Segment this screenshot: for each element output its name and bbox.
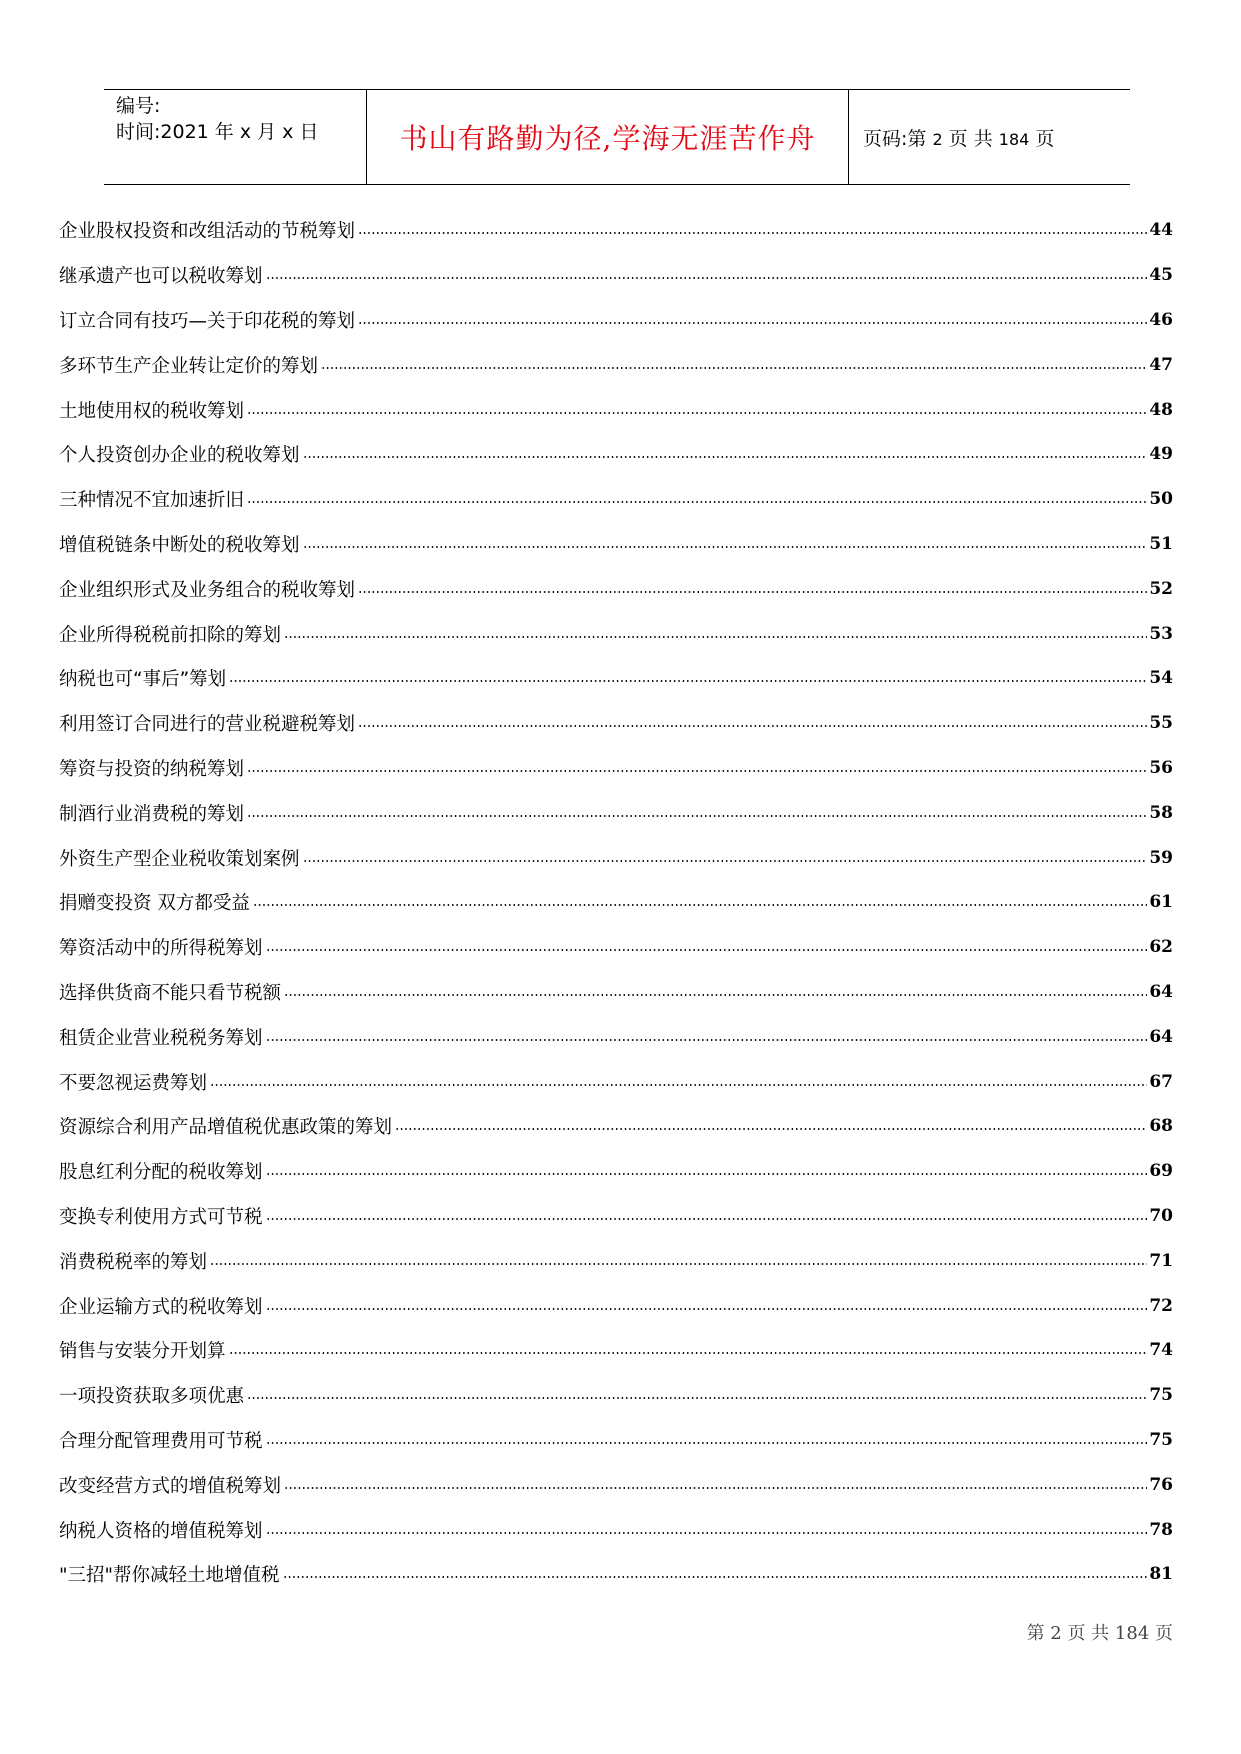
- time-label: 时间:2021 年 x 月 x 日: [116, 121, 319, 143]
- dot-leader: [303, 456, 1148, 458]
- dot-leader: [358, 322, 1147, 324]
- toc-entry-page: 46: [1149, 309, 1173, 330]
- page-header: [104, 89, 1130, 185]
- toc-entry[interactable]: [59, 1462, 1173, 1507]
- toc-entry[interactable]: [59, 970, 1173, 1015]
- toc-entry-page: 45: [1149, 265, 1173, 286]
- toc-entry-title: 企业运输方式的税收筹划: [59, 1296, 263, 1318]
- page-prefix: 页码:第: [863, 127, 933, 150]
- page-info: [849, 124, 1054, 151]
- dot-leader: [266, 1173, 1148, 1175]
- table-of-contents: [59, 208, 1173, 1597]
- toc-entry[interactable]: [59, 746, 1173, 791]
- toc-entry-title: 利用签订合同进行的营业税避税筹划: [59, 714, 356, 736]
- toc-entry[interactable]: [59, 387, 1173, 432]
- toc-entry[interactable]: [59, 656, 1173, 701]
- toc-entry-title: 企业所得税税前扣除的筹划: [59, 624, 282, 646]
- toc-entry-page: 56: [1149, 757, 1173, 778]
- toc-entry-title: 制酒行业消费税的筹划: [59, 803, 245, 825]
- toc-entry-page: 53: [1149, 623, 1173, 644]
- toc-entry-page: 75: [1149, 1429, 1173, 1450]
- toc-entry[interactable]: [59, 790, 1173, 835]
- toc-entry[interactable]: [59, 342, 1173, 387]
- toc-entry-page: 52: [1149, 578, 1173, 599]
- dot-leader: [210, 1263, 1147, 1265]
- toc-entry-title: 企业股权投资和改组活动的节税筹划: [59, 221, 356, 243]
- toc-entry[interactable]: [59, 1104, 1173, 1149]
- toc-entry-page: 69: [1149, 1161, 1173, 1182]
- toc-entry-page: 54: [1149, 668, 1173, 689]
- toc-entry-title: 纳税人资格的增值税筹划: [59, 1520, 263, 1542]
- toc-entry[interactable]: [59, 298, 1173, 343]
- dot-leader: [266, 1218, 1148, 1220]
- header-motto-cell: [367, 90, 849, 184]
- number-label: 编号:: [116, 95, 161, 117]
- dot-leader: [321, 367, 1147, 369]
- page-mid: 页 共: [942, 127, 999, 150]
- toc-entry-page: 78: [1149, 1519, 1173, 1540]
- toc-entry-title: 选择供货商不能只看节税额: [59, 982, 282, 1004]
- toc-entry-title: 订立合同有技巧—关于印花税的筹划: [59, 310, 356, 332]
- toc-entry-title: 捐赠变投资 双方都受益: [59, 893, 250, 915]
- toc-entry[interactable]: [59, 1418, 1173, 1463]
- toc-entry-title: "三招"帮你减轻土地增值税: [59, 1565, 280, 1587]
- toc-entry-title: 合理分配管理费用可节税: [59, 1430, 263, 1452]
- toc-entry[interactable]: [59, 880, 1173, 925]
- toc-entry-page: 61: [1149, 892, 1173, 913]
- toc-entry[interactable]: [59, 835, 1173, 880]
- dot-leader: [358, 232, 1147, 234]
- toc-entry-title: 三种情况不宜加速折旧: [59, 490, 245, 512]
- toc-entry[interactable]: [59, 1328, 1173, 1373]
- toc-entry-title: 筹资活动中的所得税筹划: [59, 938, 263, 960]
- toc-entry[interactable]: [59, 253, 1173, 298]
- toc-entry-title: 一项投资获取多项优惠: [59, 1386, 245, 1408]
- dot-leader: [303, 860, 1148, 862]
- dot-leader: [358, 725, 1147, 727]
- header-page-cell: [849, 90, 1130, 184]
- page-suffix: 页: [1029, 127, 1055, 150]
- toc-entry[interactable]: [59, 566, 1173, 611]
- page-footer: 第 2 页 共 184 页: [1026, 1623, 1173, 1644]
- dot-leader: [284, 1487, 1147, 1489]
- toc-entry-page: 70: [1149, 1205, 1173, 1226]
- page-number: 2: [932, 129, 943, 149]
- toc-entry-page: 75: [1149, 1385, 1173, 1406]
- toc-entry-page: 64: [1149, 981, 1173, 1002]
- toc-entry-page: 81: [1149, 1564, 1173, 1585]
- toc-entry-title: 销售与安装分开划算: [59, 1341, 226, 1363]
- toc-entry[interactable]: [59, 701, 1173, 746]
- dot-leader: [210, 1084, 1147, 1086]
- toc-entry[interactable]: [59, 925, 1173, 970]
- toc-entry-page: 62: [1149, 937, 1173, 958]
- dot-leader: [253, 904, 1147, 906]
- dot-leader: [395, 1128, 1147, 1130]
- header-info-cell: [104, 90, 367, 184]
- toc-entry-page: 51: [1149, 533, 1173, 554]
- toc-entry[interactable]: [59, 1238, 1173, 1283]
- toc-entry[interactable]: [59, 432, 1173, 477]
- dot-leader: [247, 815, 1147, 817]
- toc-entry[interactable]: [59, 1059, 1173, 1104]
- toc-entry-title: 资源综合利用产品增值税优惠政策的筹划: [59, 1117, 393, 1139]
- toc-entry[interactable]: [59, 477, 1173, 522]
- toc-entry-title: 增值税链条中断处的税收筹划: [59, 534, 300, 556]
- toc-entry-title: 筹资与投资的纳税筹划: [59, 758, 245, 780]
- dot-leader: [266, 277, 1148, 279]
- toc-entry-title: 企业组织形式及业务组合的税收筹划: [59, 579, 356, 601]
- dot-leader: [358, 591, 1147, 593]
- toc-entry[interactable]: [59, 1373, 1173, 1418]
- toc-entry-title: 多环节生产企业转让定价的筹划: [59, 355, 319, 377]
- toc-entry-title: 外资生产型企业税收策划案例: [59, 848, 300, 870]
- toc-entry[interactable]: [59, 1194, 1173, 1239]
- toc-entry-title: 消费税税率的筹划: [59, 1251, 208, 1273]
- toc-entry-title: 纳税也可“事后”筹划: [59, 669, 227, 691]
- toc-entry-title: 股息红利分配的税收筹划: [59, 1162, 263, 1184]
- toc-entry-page: 49: [1149, 444, 1173, 465]
- dot-leader: [266, 1532, 1148, 1534]
- toc-entry[interactable]: [59, 1283, 1173, 1328]
- dot-leader: [247, 1397, 1147, 1399]
- toc-entry-page: 47: [1149, 354, 1173, 375]
- toc-entry-title: 改变经营方式的增值税筹划: [59, 1475, 282, 1497]
- toc-entry-page: 64: [1149, 1026, 1173, 1047]
- toc-entry-title: 个人投资创办企业的税收筹划: [59, 445, 300, 467]
- toc-entry[interactable]: [59, 611, 1173, 656]
- toc-entry-title: 继承遗产也可以税收筹划: [59, 266, 263, 288]
- toc-entry-page: 71: [1149, 1250, 1173, 1271]
- toc-entry[interactable]: [59, 522, 1173, 567]
- toc-entry-page: 72: [1149, 1295, 1173, 1316]
- dot-leader: [266, 949, 1148, 951]
- toc-entry-page: 74: [1149, 1340, 1173, 1361]
- toc-entry-page: 68: [1149, 1116, 1173, 1137]
- toc-entry-page: 67: [1149, 1071, 1173, 1092]
- toc-entry-page: 55: [1149, 713, 1173, 734]
- dot-leader: [284, 994, 1147, 996]
- toc-entry-page: 50: [1149, 489, 1173, 510]
- dot-leader: [266, 1308, 1148, 1310]
- dot-leader: [303, 546, 1148, 548]
- toc-entry-page: 48: [1149, 399, 1173, 420]
- toc-entry-page: 58: [1149, 802, 1173, 823]
- toc-entry-page: 76: [1149, 1474, 1173, 1495]
- dot-leader: [229, 1352, 1148, 1354]
- page-total: 184: [998, 129, 1030, 149]
- toc-entry-title: 不要忽视运费筹划: [59, 1072, 208, 1094]
- dot-leader: [247, 501, 1147, 503]
- dot-leader: [283, 1576, 1148, 1578]
- motto-text: 书山有路勤为径,学海无涯苦作舟: [399, 122, 816, 155]
- toc-entry[interactable]: [59, 1552, 1173, 1597]
- toc-entry-title: 土地使用权的税收筹划: [59, 400, 245, 422]
- dot-leader: [229, 680, 1147, 682]
- toc-entry-page: 44: [1149, 220, 1173, 241]
- toc-entry[interactable]: [59, 1507, 1173, 1552]
- dot-leader: [266, 1442, 1148, 1444]
- toc-entry-page: 59: [1149, 847, 1173, 868]
- dot-leader: [284, 636, 1147, 638]
- toc-entry[interactable]: [59, 208, 1173, 253]
- toc-entry-title: 租赁企业营业税税务筹划: [59, 1027, 263, 1049]
- toc-entry[interactable]: [59, 1149, 1173, 1194]
- dot-leader: [266, 1039, 1148, 1041]
- dot-leader: [247, 412, 1147, 414]
- toc-entry[interactable]: [59, 1014, 1173, 1059]
- toc-entry-title: 变换专利使用方式可节税: [59, 1206, 263, 1228]
- dot-leader: [247, 770, 1147, 772]
